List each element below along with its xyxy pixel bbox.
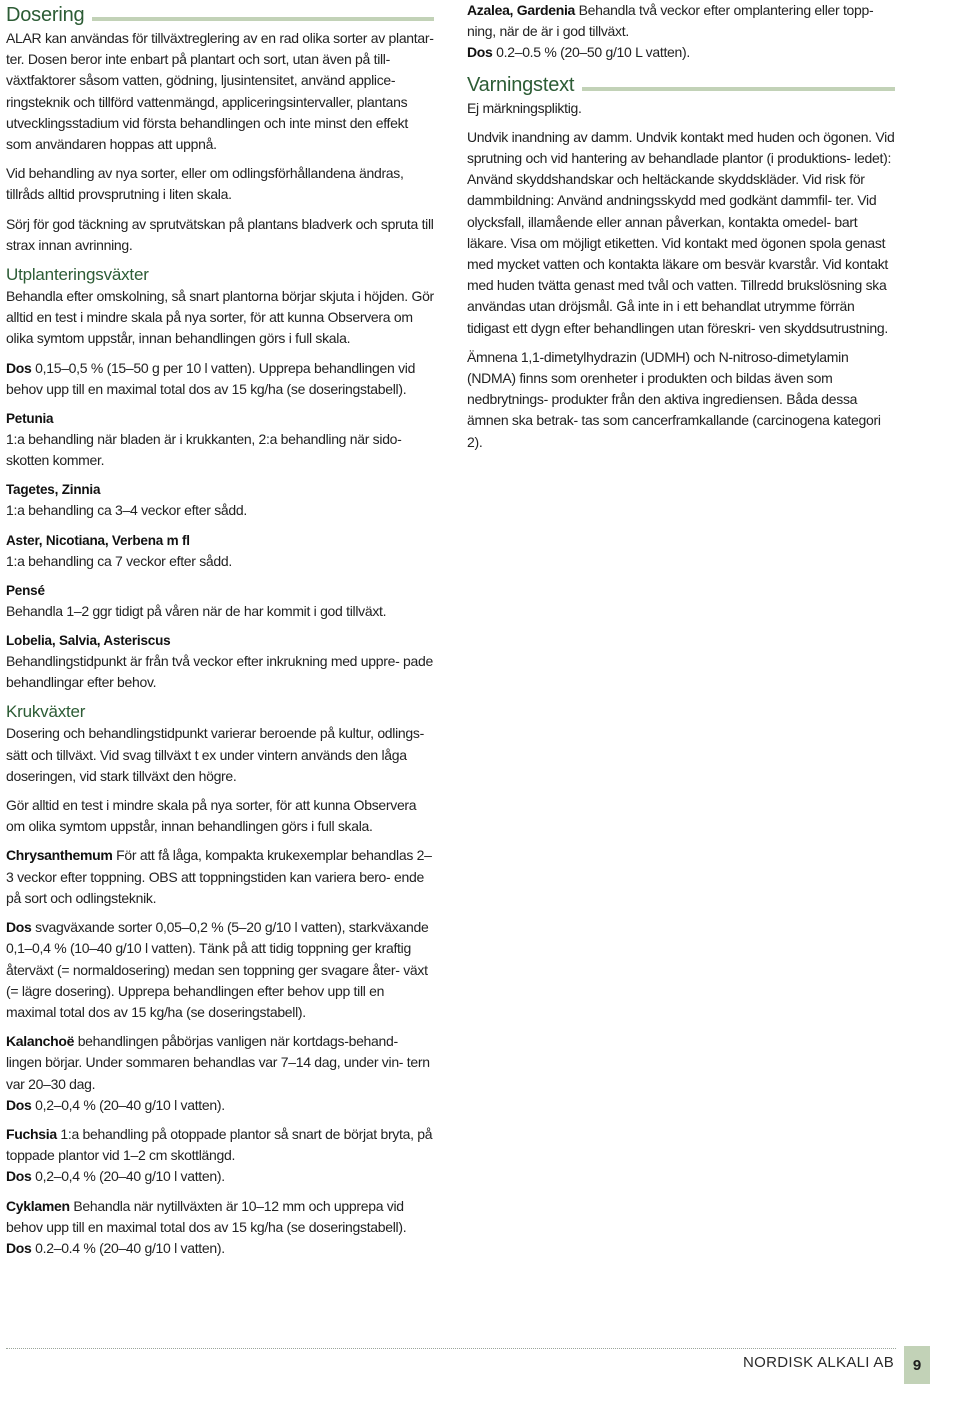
plant-name-chrysanthemum: Chrysanthemum: [6, 847, 113, 864]
azalea-block: [467, 0, 895, 42]
dos-text: 0,2–0,4 % (20–40 g/10 l vatten).: [31, 1096, 225, 1113]
heading-utplanteringsvaxter: Utplanteringsväxter: [6, 265, 149, 285]
left-column: [6, 0, 434, 1267]
footer-divider: [6, 1348, 896, 1349]
chrysanthemum-dos: [6, 917, 434, 1023]
cyklamen-dos: [6, 1238, 434, 1259]
dos-text: 0.2–0.4 % (20–40 g/10 l vatten).: [31, 1239, 225, 1256]
dos-label: Dos: [6, 1096, 32, 1113]
kalanchoe-dos: [6, 1095, 434, 1116]
intro-paragraph-2: Vid behandling av nya sorter, eller om odlingsförhållandena ändras, tillråds alltid provsprutning i liten skala.: [6, 165, 404, 203]
varning-paragraph-2: Undvik inandning av damm. Undvik kontakt med huden och ögonen. Vid sprutning och vid hantering av behandlade plantor (i produktions- ledet): Använd skyddshandskar och heltäckande skyddskläder. Vid risk för dammbildning: Använd andningsskydd med godkänt dammfil- ter. Vid olycksfall, illamående eller annan påverkan, kontakta omedel- bart läkare. Visa om möjligt etiketten. Vid kontakt med ögonen spola genast med mycket vatten och kontakta läkare om besvär kvarstår. Vid kontakt med huden tvätta genast med tvål och vatten. Tillredd brukslösning ska användas utan dröjsmål. Gå inte in i ett behandlat utrymme förrän tidigast ett dygn efter behandlingen utan föreskri- ven skyddsutrustning.: [467, 128, 895, 336]
fuchsia-text: 1:a behandling på otoppade plantor så snart de börjat bryta, på toppade plantor vid 1–2 cm skottlängd.: [6, 1125, 433, 1164]
utplantering-paragraph: Behandla efter omskolning, så snart plantorna börjar skjuta i höjden. Gör alltid en test i mindre skala på nya sorter, för att kunna Observera om olika symtom uppstår, innan behandlingen görs i full skala.: [6, 288, 434, 347]
kalanchoe-block: [6, 1031, 434, 1095]
aster-text: 1:a behandling ca 7 veckor efter sådd.: [6, 552, 232, 569]
plant-name-pense: Pensé: [6, 582, 45, 598]
aster-block: [6, 530, 434, 572]
dos-label: Dos: [6, 1168, 32, 1185]
section-dosering: [6, 2, 434, 28]
plant-name-cyklamen: Cyklamen: [6, 1197, 70, 1214]
page-number: 9: [904, 1346, 930, 1384]
petunia-text: 1:a behandling när bladen är i krukkanten, 2:a behandling när sido- skotten kommer.: [6, 431, 402, 469]
pense-block: [6, 580, 434, 622]
plant-name-aster: Aster, Nicotiana, Verbena m fl: [6, 532, 190, 548]
varning-paragraph-1: Ej märkningspliktig.: [467, 99, 582, 116]
kruk-paragraph-1: Dosering och behandlingstidpunkt varierar beroende på kultur, odlings- sätt och tillväxt. Vid svag tillväxt t ex under vintern används den låga doseringen, vid stark tillväxt den högre.: [6, 725, 424, 784]
utplantering-dos: [6, 358, 434, 400]
azalea-dos: [467, 42, 895, 63]
tagetes-text: 1:a behandling ca 3–4 veckor efter sådd.: [6, 502, 247, 519]
dos-text: 0,2–0,4 % (20–40 g/10 l vatten).: [31, 1168, 225, 1185]
chrysanthemum-block: [6, 845, 434, 909]
azalea-text: Behandla två veckor efter omplantering eller topp- ning, när de är i god tillväxt.: [467, 2, 874, 40]
right-column: [467, 0, 895, 461]
dos-text: 0,15–0,5 % (15–50 g per 10 l vatten). Upprepa behandlingen vid behov upp till en maximal total dos av 15 kg/ha (se doseringstabell).: [6, 359, 416, 397]
heading-krukvaxter: Krukväxter: [6, 702, 86, 722]
pense-text: Behandla 1–2 ggr tidigt på våren när de har kommit i god tillväxt.: [6, 602, 387, 619]
varning-paragraph-3: Ämnena 1,1-dimetylhydrazin (UDMH) och N-nitroso-dimetylamin (NDMA) finns som orenheter i produkten och bildas även som nedbrytnings- produkter från den aktiva ingrediensen. Båda dessa ämnen ska betrak- tas som cancerframkallande (carcinogena kategori 2).: [467, 348, 881, 450]
lobelia-block: [6, 630, 434, 693]
plant-name-petunia: Petunia: [6, 411, 54, 427]
plant-name-kalanchoe: Kalanchoë: [6, 1033, 75, 1050]
fuchsia-dos: [6, 1166, 434, 1187]
plant-name-lobelia: Lobelia, Salvia, Asteriscus: [6, 633, 171, 649]
footer-company-name: NORDISK ALKALI AB: [743, 1354, 894, 1371]
intro-paragraph-1: ALAR kan användas för tillväxtreglering av en rad olika sorter av plantar- ter. Dosen beror inte enbart på plantart och sort, utan även på till- växtfaktorer såsom vatten, gödning, ljusintensitet, använd applice- ringsteknik och tillförd vattenmängd, appliceringsintervaller, plantans utvecklingsstadium vid första behandlingen och inte minst den effekt som användaren hoppas att uppnå.: [6, 30, 434, 153]
lobelia-text: Behandlingstidpunkt är från två veckor efter inkrukning med uppre- pade behandlingar efter behov.: [6, 653, 433, 691]
dos-text: svagväxande sorter 0,05–0,2 % (5–20 g/10 l vatten), starkväxande 0,1–0,4 % (10–40 g/10 l vatten). Tänk på att tidig toppning ger kraftig återväxt (= normaldosering) medan sen toppning ger svagare åter- växt (= lägre dosering). Upprepa behandlingen efter behov upp till en maximal total dos av 15 kg/ha (se doseringstabell).: [6, 919, 429, 1020]
plant-name-fuchsia: Fuchsia: [6, 1125, 57, 1142]
dos-label: Dos: [6, 1239, 32, 1256]
fuchsia-block: [6, 1124, 434, 1166]
cyklamen-text: Behandla när nytillväxten är 10–12 mm och upprepa vid behov upp till en maximal total dos av 15 kg/ha (se doseringstabell).: [6, 1197, 407, 1235]
intro-paragraph-3: Sörj för god täckning av sprutvätskan på plantans bladverk och spruta till strax innan avrinning.: [6, 215, 434, 253]
dos-label: Dos: [6, 919, 32, 936]
plant-name-azalea: Azalea, Gardenia: [467, 2, 576, 18]
heading-varningstext: Varningstext: [467, 72, 582, 98]
dos-label: Dos: [467, 44, 493, 61]
kruk-paragraph-2: Gör alltid en test i mindre skala på nya sorter, för att kunna Observera om olika symtom uppstår, innan behandlingen görs i full skala.: [6, 797, 417, 835]
chrysanthemum-text: För att få låga, kompakta krukexemplar behandlas 2–3 veckor efter toppning. OBS att toppningstiden kan variera bero- ende på sort och odlingsteknik.: [6, 847, 432, 906]
section-varningstext: [467, 72, 895, 98]
dos-text: 0.2–0.5 % (20–50 g/10 L vatten).: [492, 44, 690, 61]
heading-dosering: Dosering: [6, 2, 92, 28]
petunia-block: [6, 408, 434, 471]
tagetes-block: [6, 479, 434, 521]
cyklamen-block: [6, 1196, 434, 1238]
dos-label: Dos: [6, 359, 32, 376]
kalanchoe-text: behandlingen påbörjas vanligen när kortdags-behand- lingen börjar. Under sommaren behandlas var 7–14 dag, under vin- tern var 20–30 dag.: [6, 1033, 430, 1092]
plant-name-tagetes: Tagetes, Zinnia: [6, 482, 101, 498]
